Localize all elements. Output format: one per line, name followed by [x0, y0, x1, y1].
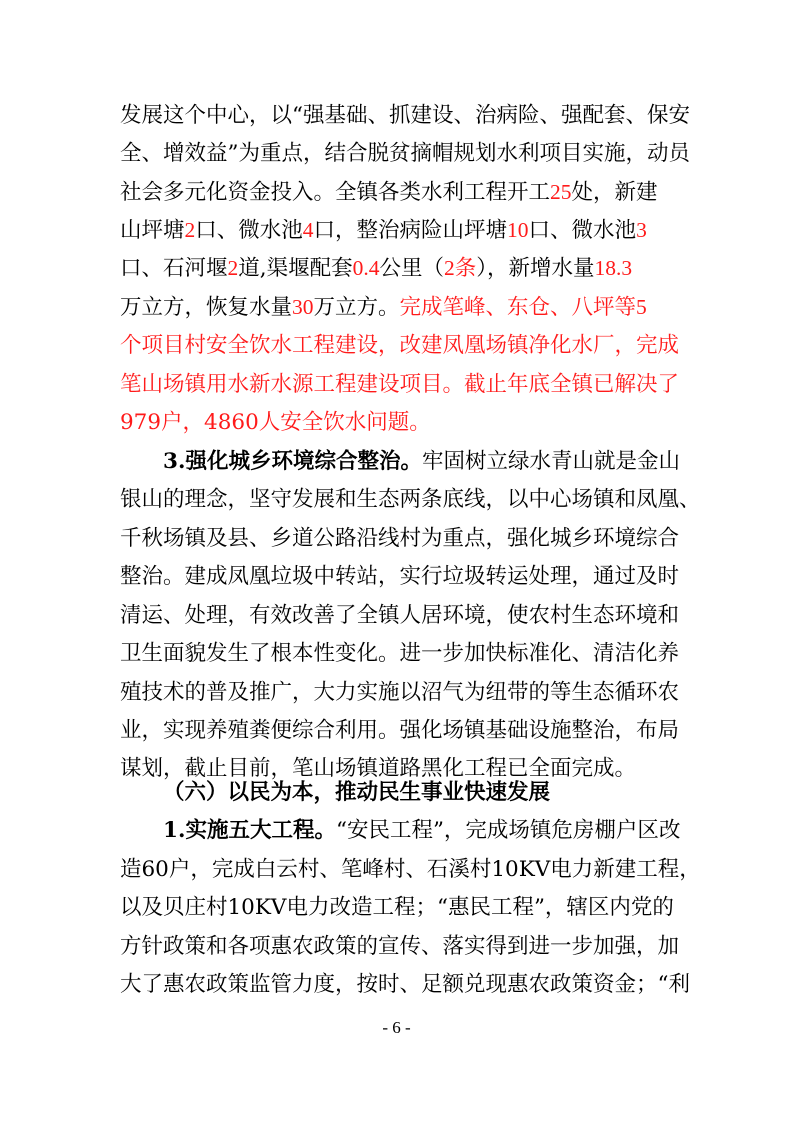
highlighted-number: 4: [302, 218, 314, 242]
text-run: 银山的理念，坚守发展和生态两条底线，以中心场镇和凤凰、: [120, 487, 701, 512]
text-run: 社会多元化资金投入。全镇各类水利工程开工: [120, 180, 551, 205]
section-heading: （六）以民为本，推动民生事业快速发展: [163, 780, 551, 805]
highlighted-number: 10: [507, 218, 529, 242]
text-run: 万立方，恢复水量: [120, 295, 293, 320]
text-run: 以及贝庄村10KV电力改造工程；“惠民工程”，辖区内党的: [120, 895, 674, 920]
body-text-line: [120, 712, 680, 749]
body-text-line: [163, 812, 680, 849]
body-text-line: [120, 597, 680, 634]
text-run: 大了惠农政策监管力度，按时、足额兑现惠农政策资金；“利: [120, 972, 690, 997]
body-text-line: [120, 635, 680, 672]
paragraph-title: 1.实施五大工程。: [163, 818, 336, 843]
text-run: 业，实现养殖粪便综合利用。强化场镇基础设施整治，布局: [120, 718, 680, 743]
text-run: 清运、处理，有效改善了全镇人居环境，使农村生态环境和: [120, 603, 680, 628]
body-text-line: [120, 966, 690, 1003]
body-text-line: [120, 366, 680, 403]
body-text-line: [163, 443, 680, 480]
text-run: 山坪塘: [120, 218, 185, 243]
text-run: 道,渠堰配套: [238, 256, 353, 281]
body-text-line: [120, 327, 680, 364]
body-text-line: [120, 97, 690, 134]
body-text-line: [120, 558, 680, 595]
body-text-line: [120, 674, 680, 711]
text-run: 整治。建成凤凰垃圾中转站，实行垃圾转运处理，通过及时: [120, 564, 680, 589]
highlighted-text: 979户，4860人安全饮水问题。: [120, 410, 431, 435]
text-run: 万立方。: [313, 295, 400, 320]
text-run: 造60户，完成白云村、笔峰村、石溪村10KV电力新建工程，: [120, 857, 701, 882]
body-text-line: [120, 928, 680, 965]
text-run: 全、增效益”为重点，结合脱贫摘帽规划水利项目实施，动员: [120, 141, 690, 166]
highlighted-number: 2: [184, 218, 196, 242]
paragraph-title: 3.强化城乡环境综合整治。: [163, 449, 422, 474]
body-text-line: [120, 889, 680, 926]
text-run: [163, 443, 680, 480]
text-run: 谋划，截止目前，笔山场镇道路黑化工程已全面完成。: [120, 756, 637, 781]
text-run: 发展这个中心，以“强基础、抓建设、治病险、强配套、保安: [120, 103, 690, 128]
text-run: [120, 250, 632, 287]
text-run: 口、微水池: [195, 218, 303, 243]
text-run: 方针政策和各项惠农政策的宣传、落实得到进一步加强，加: [120, 934, 680, 959]
highlighted-number: 0.4: [352, 256, 380, 280]
body-text-line: [120, 851, 701, 888]
text-run: 口、石河堰: [120, 256, 228, 281]
text-run: [163, 812, 680, 849]
text-run: “安民工程”，完成场镇危房棚户区改: [335, 818, 681, 843]
text-run: 殖技术的普及推广，大力实施以沼气为纽带的等生态循环农: [120, 680, 680, 705]
text-run: [120, 212, 647, 249]
highlighted-number: 5: [636, 295, 647, 319]
text-run: ），新增水量: [476, 256, 595, 281]
body-text-line: [120, 174, 680, 211]
highlighted-number: 30: [292, 295, 314, 319]
body-text-line: [120, 250, 680, 287]
page-number: - 6 -: [382, 1018, 411, 1037]
highlighted-number: 18.3: [594, 256, 633, 280]
body-text-line: [120, 481, 701, 518]
text-run: 公里（: [379, 256, 444, 281]
body-text-line: [120, 135, 690, 172]
body-text-line: [120, 520, 680, 557]
text-run: 口、微水池: [528, 218, 637, 243]
highlighted-number: 2条: [444, 256, 477, 280]
body-text-line: [120, 212, 680, 249]
text-run: 卫生面貌发生了根本性变化。进一步加快标准化、清洁化养: [120, 641, 680, 666]
body-text-line: [120, 404, 680, 441]
highlighted-number: 25: [550, 180, 572, 204]
highlighted-text: 完成笔峰、东仓、八坪等: [399, 295, 637, 320]
highlighted-number: 3: [636, 218, 647, 242]
body-text-line: [120, 289, 680, 326]
text-run: 处，新建: [571, 180, 658, 205]
highlighted-text: 个项目村安全饮水工程建设，改建凤凰场镇净化水厂，完成: [120, 333, 680, 358]
highlighted-text: 笔山场镇用水新水源工程建设项目。截止年底全镇已解决了: [120, 372, 680, 397]
text-run: 口，整治病险山坪塘: [313, 218, 508, 243]
text-run: [120, 289, 647, 326]
text-run: 千秋场镇及县、乡道公路沿线村为重点，强化城乡环境综合: [120, 526, 680, 551]
text-run: 牢固树立绿水青山就是金山: [421, 449, 680, 474]
text-run: [120, 174, 658, 211]
highlighted-number: 2: [227, 256, 239, 280]
